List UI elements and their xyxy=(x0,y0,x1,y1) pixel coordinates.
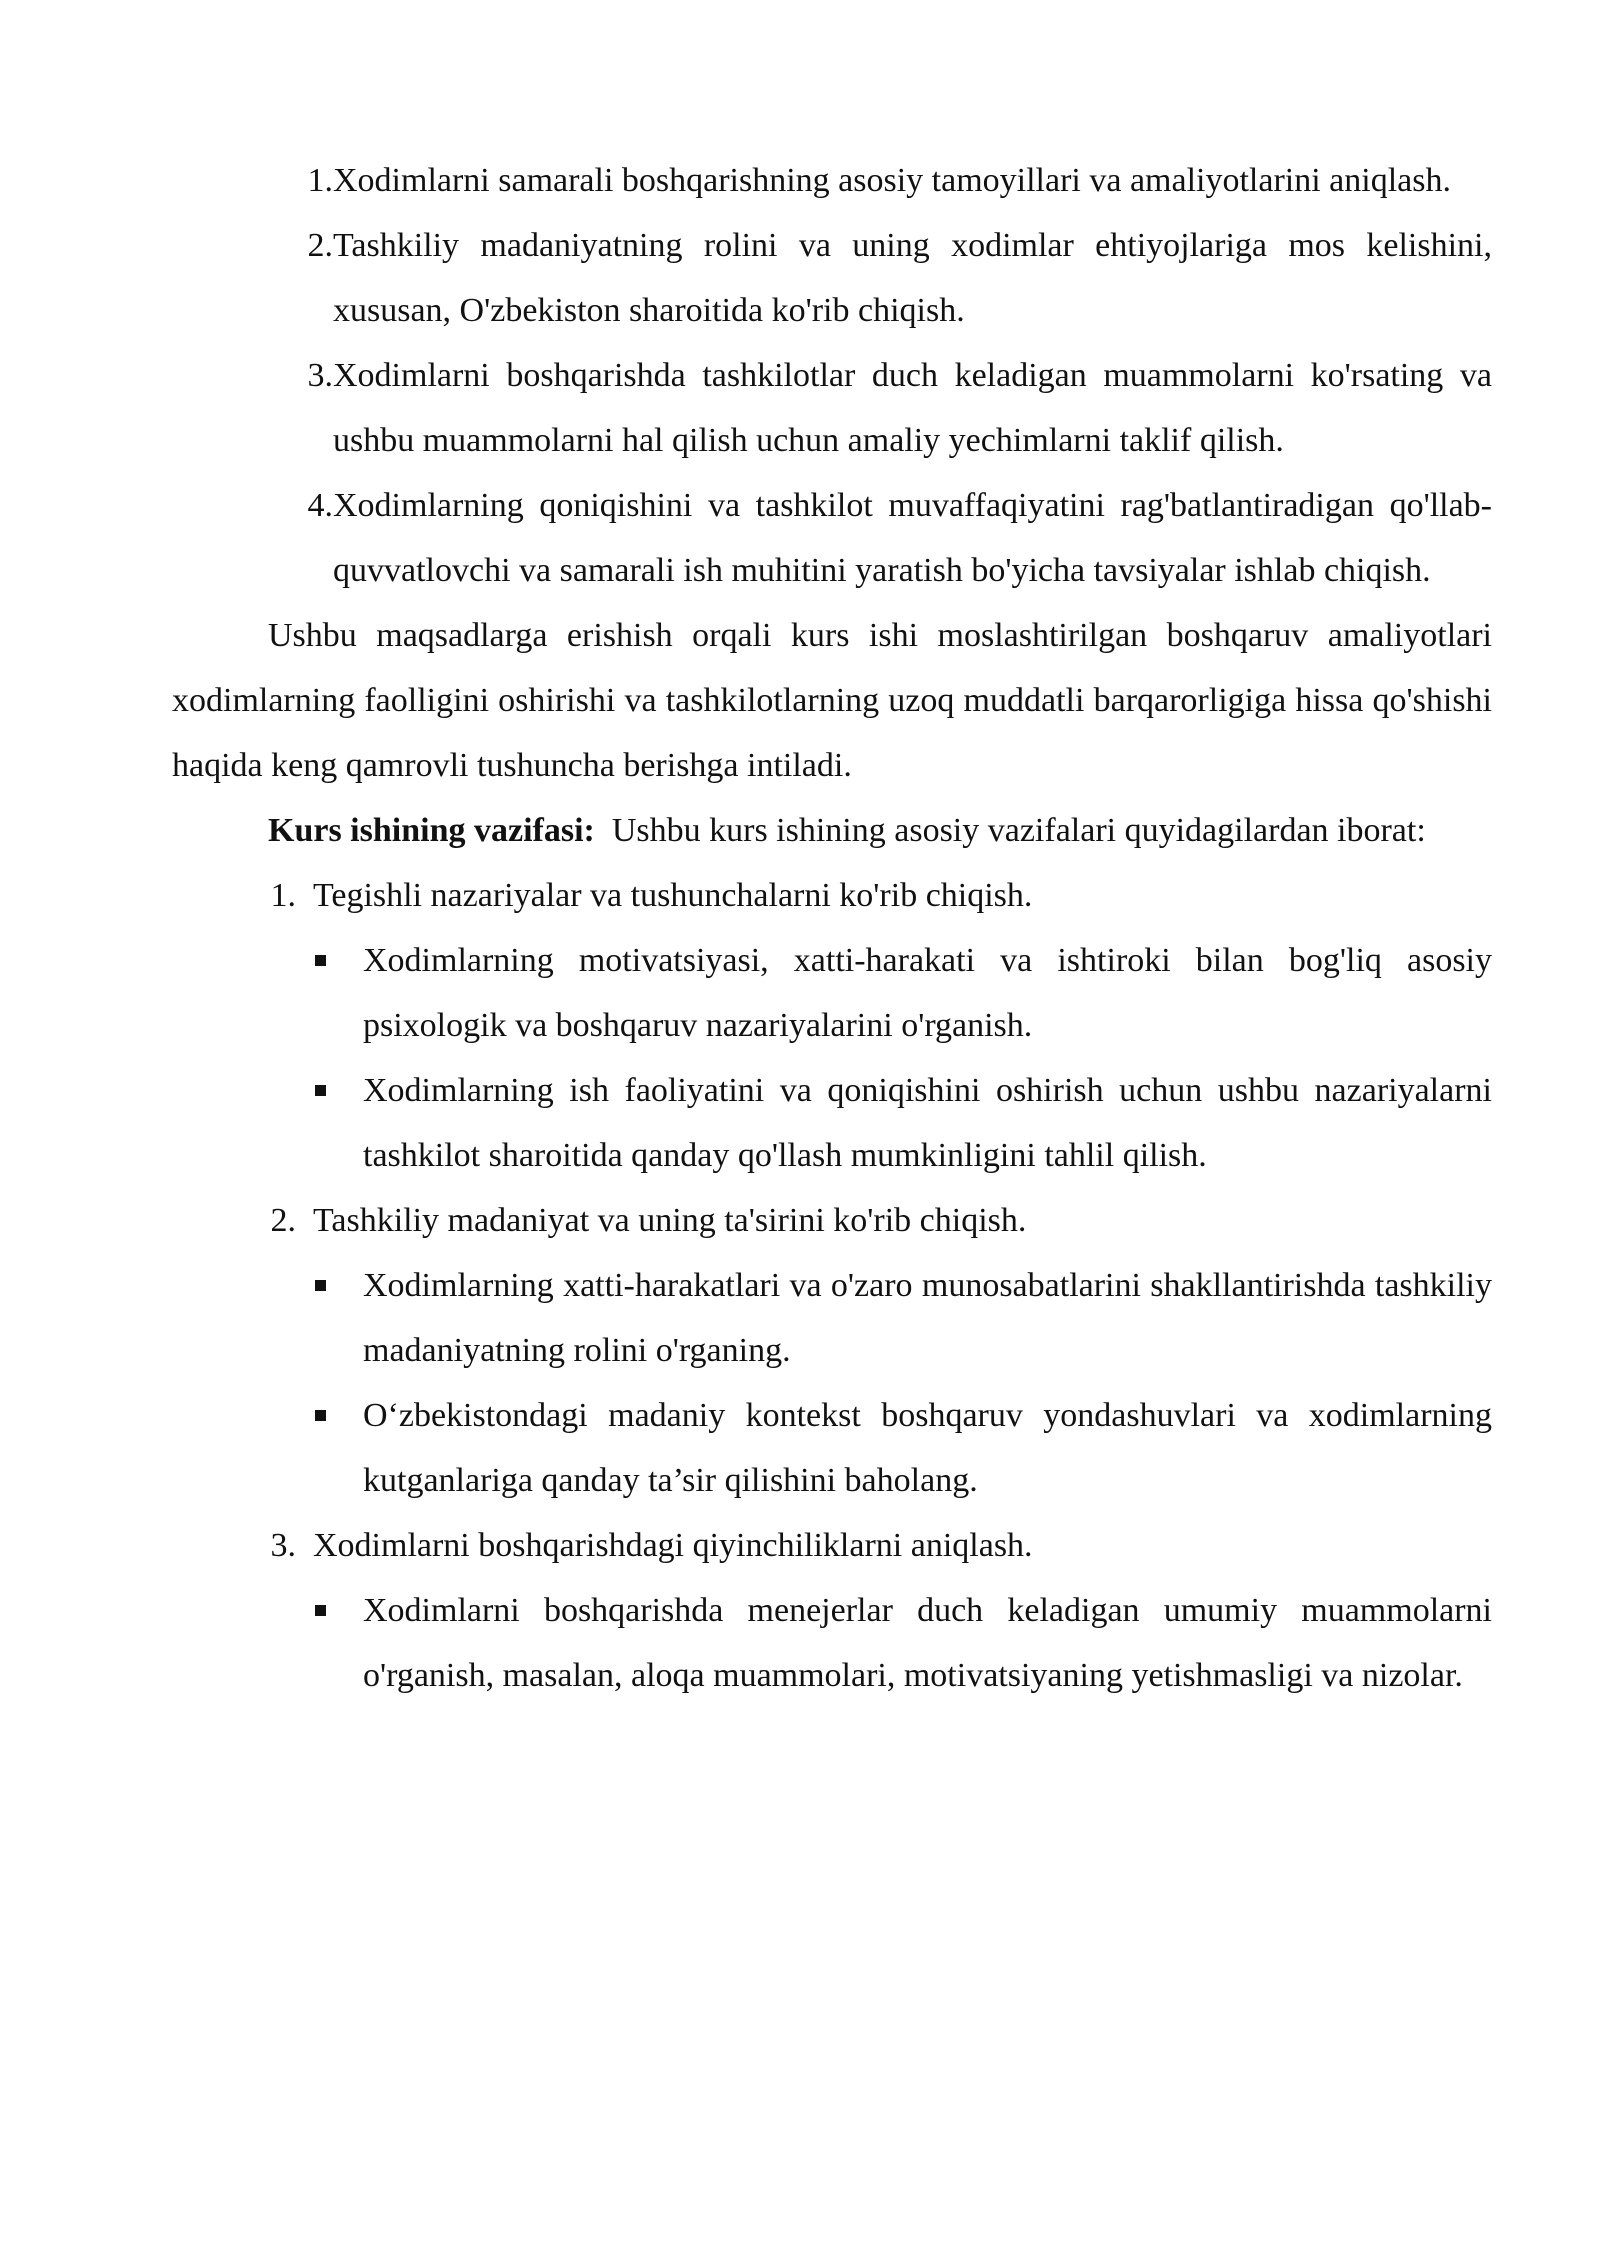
tasks-heading-rest: Ushbu kurs ishining asosiy vazifalari quyidagilardan iborat: xyxy=(611,812,1426,849)
bullet-item xyxy=(315,1058,1492,1188)
summary-paragraph: Ushbu maqsadlarga erishish orqali kurs ishi moslashtirilgan boshqaruv amaliyotlari xodimlarning faolligini oshirishi va tashkilotlarning uzoq muddatli barqarorligiga hissa qo'shishi haqida keng qamrovli tushuncha berishga intiladi. xyxy=(172,617,1492,784)
task-number: 2. xyxy=(270,1202,296,1239)
goals-list xyxy=(172,148,1492,603)
bullet-item xyxy=(315,1253,1492,1383)
goal-number: 4. xyxy=(307,487,333,524)
goal-number: 3. xyxy=(307,357,333,394)
bullet-text: Xodimlarning motivatsiyasi, xatti-harakati va ishtiroki bilan bog'liq asosiy psixologik va boshqaruv nazariyalarini o'rganish. xyxy=(363,942,1492,1044)
task-item xyxy=(172,1513,1492,1578)
bullet-item xyxy=(315,1578,1492,1708)
bullet-text: O‘zbekistondagi madaniy kontekst boshqaruv yondashuvlari va xodimlarning kutganlariga qanday ta’sir qilishini baholang. xyxy=(363,1397,1492,1499)
document-page xyxy=(172,148,1492,1708)
goal-text: Xodimlarning qoniqishini va tashkilot muvaffaqiyatini rag'batlantiradigan qo'llab-quvvatlovchi va samarali ish muhitini yaratish bo'yicha tavsiyalar ishlab chiqish. xyxy=(333,487,1492,589)
goal-text: Xodimlarni samarali boshqarishning asosiy tamoyillari va amaliyotlarini aniqlash. xyxy=(333,162,1451,199)
bullet-square-icon xyxy=(315,1578,363,1643)
bullet-square-icon xyxy=(315,928,363,993)
goal-item xyxy=(172,148,1492,213)
task-bullets xyxy=(315,1253,1492,1513)
tasks-list xyxy=(172,863,1492,1708)
goal-item xyxy=(172,343,1492,473)
task-number: 1. xyxy=(270,877,296,914)
bullet-square-icon xyxy=(315,1253,363,1318)
goal-text: Xodimlarni boshqarishda tashkilotlar duch keladigan muammolarni ko'rsating va ushbu muammolarni hal qilish uchun amaliy yechimlarni taklif qilish. xyxy=(333,357,1492,459)
tasks-heading-paragraph xyxy=(172,798,1492,863)
goal-item xyxy=(172,213,1492,343)
goal-item xyxy=(172,473,1492,603)
goal-number: 2. xyxy=(307,227,333,264)
bullet-text: Xodimlarni boshqarishda menejerlar duch keladigan umumiy muammolarni o'rganish, masalan, aloqa muammolari, motivatsiyaning yetishmasligi va nizolar. xyxy=(363,1592,1492,1694)
task-text: Tashkiliy madaniyat va uning ta'sirini ko'rib chiqish. xyxy=(313,1202,1027,1239)
task-number: 3. xyxy=(270,1527,296,1564)
task-bullets xyxy=(315,1578,1492,1708)
task-bullets xyxy=(315,928,1492,1188)
bullet-text: Xodimlarning ish faoliyatini va qoniqishini oshirish uchun ushbu nazariyalarni tashkilot sharoitida qanday qo'llash mumkinligini tahlil qilish. xyxy=(363,1072,1492,1174)
bullet-item xyxy=(315,928,1492,1058)
goal-text: Tashkiliy madaniyatning rolini va uning xodimlar ehtiyojlariga mos kelishini, xususan, O'zbekiston sharoitida ko'rib chiqish. xyxy=(333,227,1492,329)
bullet-text: Xodimlarning xatti-harakatlari va o'zaro munosabatlarini shakllantirishda tashkiliy madaniyatning rolini o'rganing. xyxy=(363,1267,1492,1369)
task-text: Xodimlarni boshqarishdagi qiyinchiliklarni aniqlash. xyxy=(313,1527,1033,1564)
bullet-square-icon xyxy=(315,1383,363,1448)
tasks-heading-bold: Kurs ishining vazifasi: xyxy=(268,812,595,849)
task-item xyxy=(172,863,1492,928)
task-item xyxy=(172,1188,1492,1253)
bullet-item xyxy=(315,1383,1492,1513)
goal-number: 1. xyxy=(307,162,333,199)
task-text: Tegishli nazariyalar va tushunchalarni ko'rib chiqish. xyxy=(313,877,1033,914)
bullet-square-icon xyxy=(315,1058,363,1123)
